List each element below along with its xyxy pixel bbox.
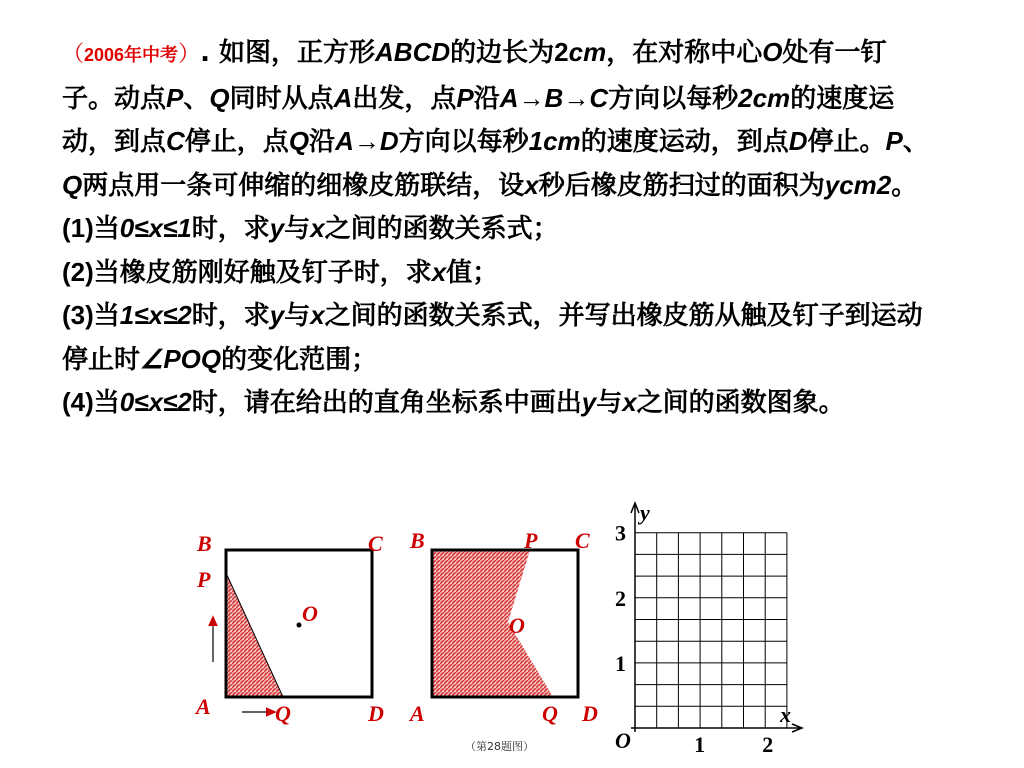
y-tick-label: 1 [615,650,626,676]
x-axis-label: x [780,702,791,727]
question-1: (1)当0≤x≤1时，求y与x之间的函数关系式； [62,213,559,244]
fig2-label-C: C [575,528,590,553]
x-tick-label: 2 [762,732,774,757]
fig2-label-Q: Q [542,701,558,726]
y-tick-label: 2 [615,585,626,611]
fig2-label-O: O [509,613,525,638]
fig1-label-C: C [368,531,383,556]
question-3: (3)当1≤x≤2时，求y与x之间的函数关系式，并写出橡皮筋从触及钉子到运动停止时∠POQ的变化范围； [62,300,923,375]
coordinate-grid [615,500,802,757]
figure-2 [408,528,598,726]
fig2-label-P: P [524,528,538,553]
source-tag: 2006年中考 [84,45,179,65]
origin-label: O [615,728,631,753]
question-2: (2)当橡皮筋刚好触及钉子时，求x值； [62,256,499,288]
fig1-label-D: D [368,701,384,726]
fig2-label-A: A [410,701,425,726]
source-open: （ [62,42,85,67]
figure-caption: （第28题图） [465,740,534,753]
fig1-label-O: O [302,601,318,626]
figure-1 [194,531,384,726]
fig1-label-B: B [197,531,212,556]
fig1-label-P: P [197,567,211,592]
x-tick-label: 1 [694,732,706,757]
problem-intro: （2006年中考）. 如图，正方形ABCD的边长为2cm，在对称中心O处有一钉子。动点P、Q同时从点A出发，点P沿A→B→C方向以每秒2cm的速度运动，到点C停止，点Q沿A→D方向以每秒1cm的速度运动，到点D停止。P、Q两点用一条可伸缩的细橡皮筋联结，设x秒后橡皮筋扫过的面积为ycm2。 [62,37,929,201]
fig2-swept-area [432,550,553,697]
fig1-nail-dot [297,623,302,628]
fig2-label-B: B [410,528,425,553]
y-tick-label: 3 [615,520,626,546]
fig1-label-A: A [196,694,211,719]
question-4: (4)当0≤x≤2时，请在给出的直角坐标系中画出y与x之间的函数图象。 [62,387,845,418]
fig1-label-Q: Q [275,701,291,726]
y-axis-label: y [640,500,650,525]
source-close: ） [178,42,201,67]
fig2-label-D: D [582,701,598,726]
